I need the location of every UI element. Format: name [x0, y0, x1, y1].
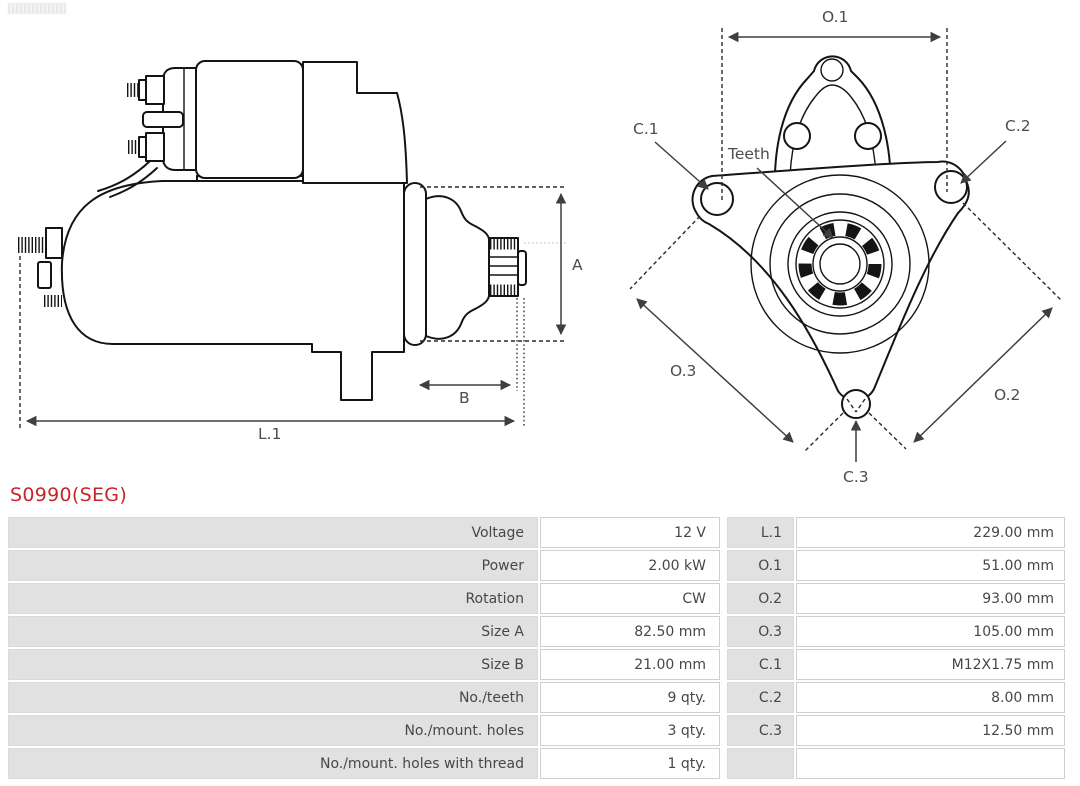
- spec-code-value: 12.50 mm: [796, 715, 1065, 746]
- spec-code: C.2: [727, 682, 794, 713]
- spec-label: Rotation: [8, 583, 538, 614]
- solenoid-bolt-hole-left: [784, 123, 810, 149]
- spec-value: 21.00 mm: [540, 649, 720, 680]
- spec-code-value: 229.00 mm: [796, 517, 1065, 548]
- spec-label: Power: [8, 550, 538, 581]
- spec-code: [727, 748, 794, 779]
- spec-code-value: 93.00 mm: [796, 583, 1065, 614]
- spec-code-value: M12X1.75 mm: [796, 649, 1065, 680]
- table-row: [8, 583, 1065, 614]
- table-row: [8, 616, 1065, 647]
- dim-label-c3: C.3: [843, 468, 869, 486]
- front-view-diagram: [598, 0, 1080, 500]
- mount-hole-c2: [935, 171, 967, 203]
- spec-code: O.2: [727, 583, 794, 614]
- spec-value: 9 qty.: [540, 682, 720, 713]
- spec-code: L.1: [727, 517, 794, 548]
- table-row: [8, 748, 1065, 779]
- solenoid: [196, 61, 303, 178]
- dim-label-a: A: [572, 256, 583, 274]
- spec-code-value: 8.00 mm: [796, 682, 1065, 713]
- dim-label-o1: O.1: [822, 8, 849, 26]
- spec-code: C.1: [727, 649, 794, 680]
- table-row: [8, 517, 1065, 548]
- terminal-stud-upper: [146, 76, 164, 104]
- spec-value: 82.50 mm: [540, 616, 720, 647]
- side-view-diagram: [0, 0, 598, 480]
- dim-label-l1: L.1: [258, 425, 282, 443]
- spec-code-value: 51.00 mm: [796, 550, 1065, 581]
- dim-line-o2: [914, 308, 1052, 442]
- drive-end-bell: [426, 196, 489, 339]
- body-terminal-block: [46, 228, 62, 258]
- dim-label-o2: O.2: [994, 386, 1021, 404]
- spec-label: Size A: [8, 616, 538, 647]
- drive-end-ring: [404, 183, 426, 345]
- dim-line-o3: [637, 299, 793, 442]
- spec-code: C.3: [727, 715, 794, 746]
- table-row: [8, 649, 1065, 680]
- motor-body: [62, 181, 404, 400]
- spec-code-value: 105.00 mm: [796, 616, 1065, 647]
- mount-hole-c3: [842, 390, 870, 418]
- table-row: [8, 715, 1065, 746]
- spec-label: Size B: [8, 649, 538, 680]
- table-row: [8, 682, 1065, 713]
- dim-label-b: B: [459, 389, 470, 407]
- spec-value: 12 V: [540, 517, 720, 548]
- solenoid-bolt-hole-right: [855, 123, 881, 149]
- spec-code: O.3: [727, 616, 794, 647]
- spec-label: No./teeth: [8, 682, 538, 713]
- dim-label-o3: O.3: [670, 362, 697, 380]
- pinion-end-cap: [518, 251, 526, 285]
- terminal-link-bar: [143, 112, 183, 127]
- spec-value: 3 qty.: [540, 715, 720, 746]
- spec-value: CW: [540, 583, 720, 614]
- pinion-gear: [489, 238, 518, 296]
- spec-value: 2.00 kW: [540, 550, 720, 581]
- part-number: S0990(SEG): [10, 484, 128, 506]
- teeth-label: Teeth: [728, 145, 770, 163]
- dim-label-c1: C.1: [633, 120, 659, 138]
- dim-label-c2: C.2: [1005, 117, 1031, 135]
- terminal-stud-lower: [146, 133, 164, 161]
- spec-code-value: [796, 748, 1065, 779]
- spec-value: 1 qty.: [540, 748, 720, 779]
- spec-label: Voltage: [8, 517, 538, 548]
- table-row: [8, 550, 1065, 581]
- spec-label: No./mount. holes: [8, 715, 538, 746]
- spec-code: O.1: [727, 550, 794, 581]
- spec-label: No./mount. holes with thread: [8, 748, 538, 779]
- spec-table: [8, 517, 1065, 781]
